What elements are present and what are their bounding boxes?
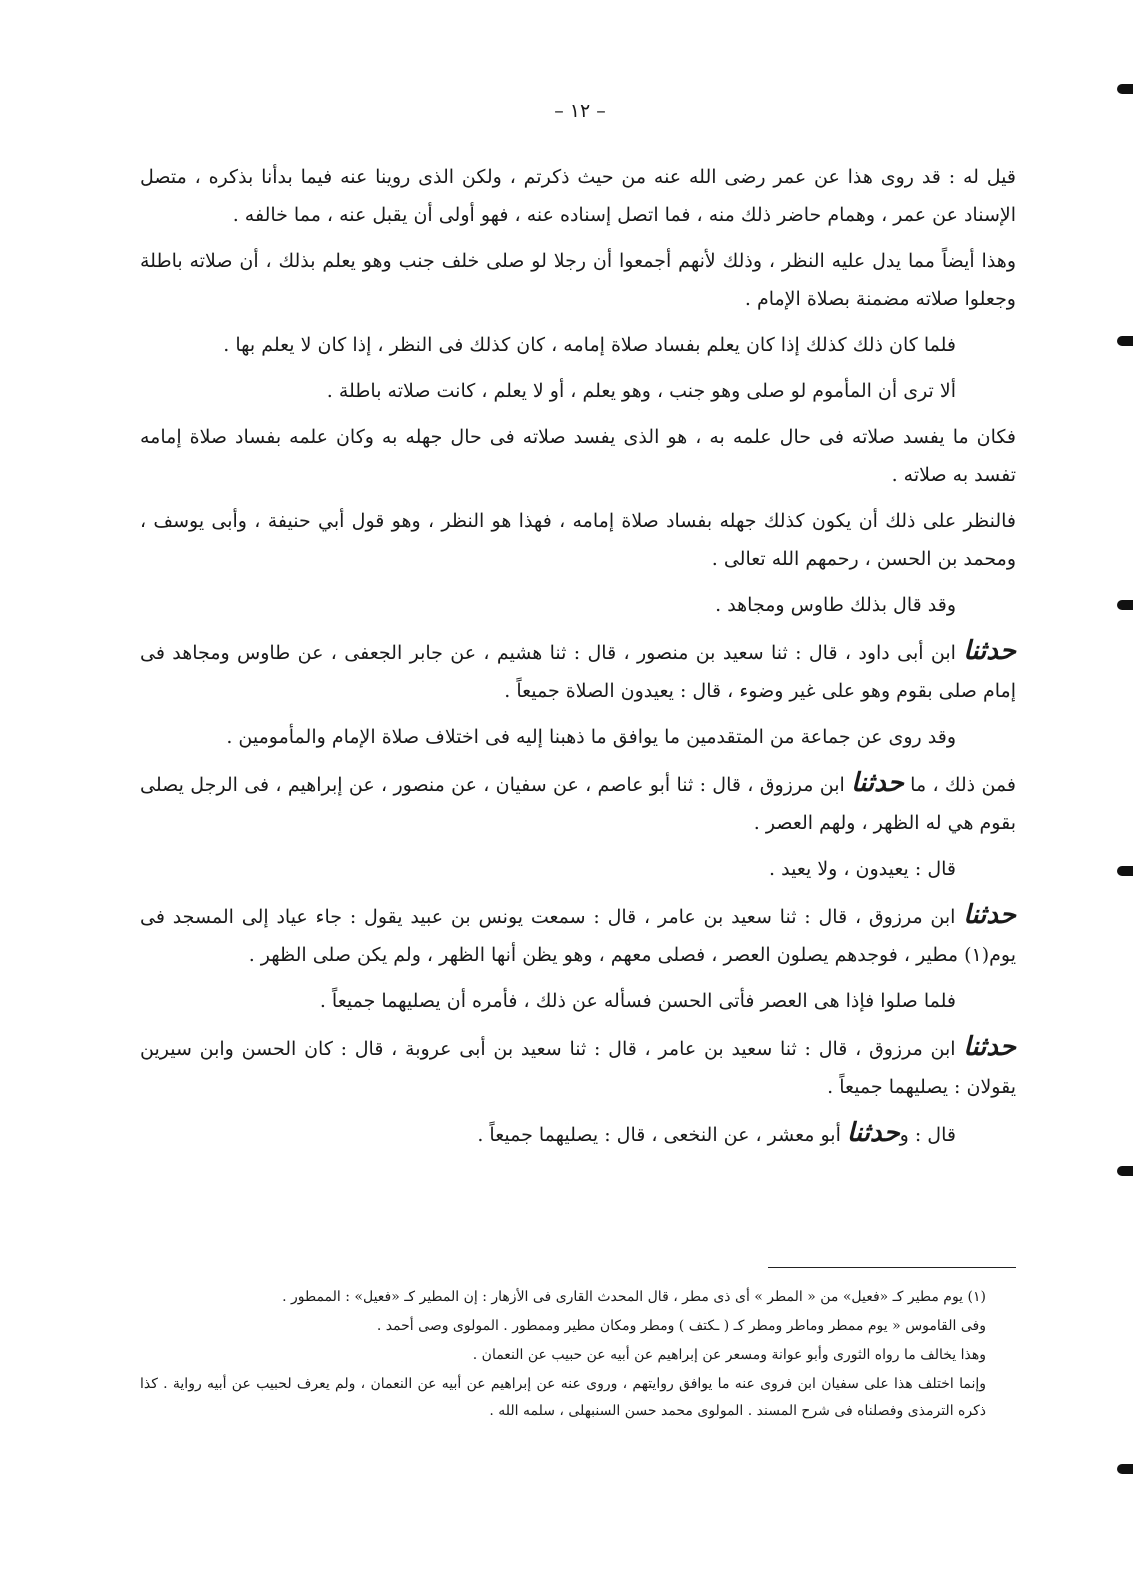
paragraph-text: أبو معشر ، عن النخعى ، قال : يصليهما جميعاً . xyxy=(477,1124,847,1146)
paragraph-text: ابن مرزوق ، قال : ثنا سعيد بن عامر ، قال : ثنا سعيد بن أبى عروبة ، قال : كان الحسن وابن سيرين يقولان : يصليهما جميعاً . xyxy=(140,1038,1016,1098)
page-number: – ١٢ – xyxy=(554,100,606,122)
footnote-divider xyxy=(768,1267,1016,1268)
paragraph-text: فلما كان ذلك كذلك إذا كان يعلم بفساد صلاة إمامه ، كان كذلك فى النظر ، إذا كان لا يعلم بها . xyxy=(223,334,956,356)
paragraph-text: ألا ترى أن المأموم لو صلى وهو جنب ، وهو يعلم ، أو لا يعلم ، كانت صلاته باطلة . xyxy=(326,380,956,402)
haddathana-word: حدثنا xyxy=(851,768,904,798)
paragraph-text: ابن أبى داود ، قال : ثنا سعيد بن منصور ، قال : ثنا هشيم ، عن جابر الجعفى ، عن طاوس ومجاهد فى إمام صلى بقوم وهو على غير وضوء ، قال : يعيدون الصلاة جميعاً . xyxy=(140,642,1016,702)
paragraph-text: وقد قال بذلك طاوس ومجاهد . xyxy=(715,594,956,616)
scan-edge-mark xyxy=(1117,84,1133,94)
footnotes xyxy=(140,1284,1016,1427)
paragraph xyxy=(140,242,1016,318)
paragraph xyxy=(140,418,1016,494)
paragraph-text: ابن مرزوق ، قال : ثنا أبو عاصم ، عن سفيان ، عن منصور ، عن إبراهيم ، فى الرجل يصلى بقوم هي له الظهر ، ولهم العصر . xyxy=(140,774,1016,834)
footnote: وهذا يخالف ما رواه الثورى وأبو عوانة ومسعر عن إبراهيم عن أبيه عن حبيب عن النعمان . xyxy=(472,1347,986,1363)
haddathana-word: حدثنا xyxy=(963,636,1016,666)
paragraph xyxy=(140,502,1016,578)
scan-edge-mark xyxy=(1117,336,1133,346)
scan-edge-mark xyxy=(1117,1166,1133,1176)
paragraph-text: ابن مرزوق ، قال : ثنا سعيد بن عامر ، قال : سمعت يونس بن عبيد يقول : جاء عياد إلى المسجد فى يوم(١) مطير ، فوجدهم يصلون العصر ، فصلى معهم ، وهو يظن أنها الظهر ، ولم يكن صلى الظهر . xyxy=(140,906,1016,966)
paragraph-prefix: قال : و xyxy=(899,1124,956,1146)
scan-edge-mark xyxy=(1117,600,1133,610)
footnote: (١) يوم مطير كـ «فعيل» من « المطر » أى ذى مطر ، قال المحدث القارى فى الأزهار : إن المطير كـ «فعيل» : الممطور . xyxy=(282,1289,986,1305)
paragraph xyxy=(140,326,1016,364)
hadith-paragraph xyxy=(140,632,1016,710)
hadith-paragraph xyxy=(140,1028,1016,1106)
paragraph xyxy=(140,718,1016,756)
haddathana-word: حدثنا xyxy=(963,900,1016,930)
scan-edge-mark xyxy=(1117,1464,1133,1474)
paragraph-text: وهذا أيضاً مما يدل عليه النظر ، وذلك لأنهم أجمعوا أن رجلا لو صلى خلف جنب وهو يعلم بذلك ، أن صلاته باطلة وجعلوا صلاته مضمنة بصلاة الإمام . xyxy=(140,250,1016,310)
haddathana-word: حدثنا xyxy=(846,1118,900,1148)
footnote: وإنما اختلف هذا على سفيان ابن فروى عنه ما يوافق روايتهم ، وروى عنه عن إبراهيم عن أبيه عن النعمان ، ولم يعرف لحبيب عن أبيه رواية . كذا ذكره الترمذى وفصلناه فى شرح المسند . المولوى محمد حسن السنبهلى ، سلمه الله . xyxy=(140,1376,986,1419)
scan-edge-mark xyxy=(1117,866,1133,876)
paragraph xyxy=(140,158,1016,234)
haddathana-word: حدثنا xyxy=(963,1032,1016,1062)
paragraph xyxy=(140,982,1016,1020)
footnote: وفى القاموس « يوم ممطر وماطر ومطر كـ ( ـكتف ) ومطر ومكان مطير وممطور . المولوى وصى أحمد . xyxy=(376,1318,986,1334)
paragraph-text: فلما صلوا فإذا هى العصر فأتى الحسن فسأله عن ذلك ، فأمره أن يصليهما جميعاً . xyxy=(319,990,956,1012)
paragraph-text: وقد روى عن جماعة من المتقدمين ما يوافق ما ذهبنا إليه فى اختلاف صلاة الإمام والمأمومين . xyxy=(226,726,956,748)
paragraph xyxy=(140,372,1016,410)
paragraph-text: قيل له : قد روى هذا عن عمر رضى الله عنه من حيث ذكرتم ، ولكن الذى روينا عنه فيما بدأنا بذكره ، متصل الإسناد عن عمر ، وهمام حاضر ذلك منه ، فما اتصل إسناده عنه ، فهو أولى أن يقبل عنه ، مما خالفه . xyxy=(140,166,1016,226)
hadith-paragraph xyxy=(140,1114,1016,1154)
paragraph-prefix: فمن ذلك ، ما xyxy=(903,774,1016,796)
paragraph-text: فكان ما يفسد صلاته فى حال علمه به ، هو الذى يفسد صلاته فى حال جهله به وكان علمه بفساد صلاة إمامه تفسد به صلاته . xyxy=(140,426,1016,486)
hadith-paragraph xyxy=(140,764,1016,842)
paragraph-text: قال : يعيدون ، ولا يعيد . xyxy=(769,858,956,880)
hadith-paragraph xyxy=(140,896,1016,974)
main-text xyxy=(140,158,1016,1162)
paragraph-text: فالنظر على ذلك أن يكون كذلك جهله بفساد صلاة إمامه ، فهذا هو النظر ، وهو قول أبي حنيفة ، وأبى يوسف ، ومحمد بن الحسن ، رحمهم الله تعالى . xyxy=(140,510,1016,570)
paragraph xyxy=(140,586,1016,624)
paragraph xyxy=(140,850,1016,888)
